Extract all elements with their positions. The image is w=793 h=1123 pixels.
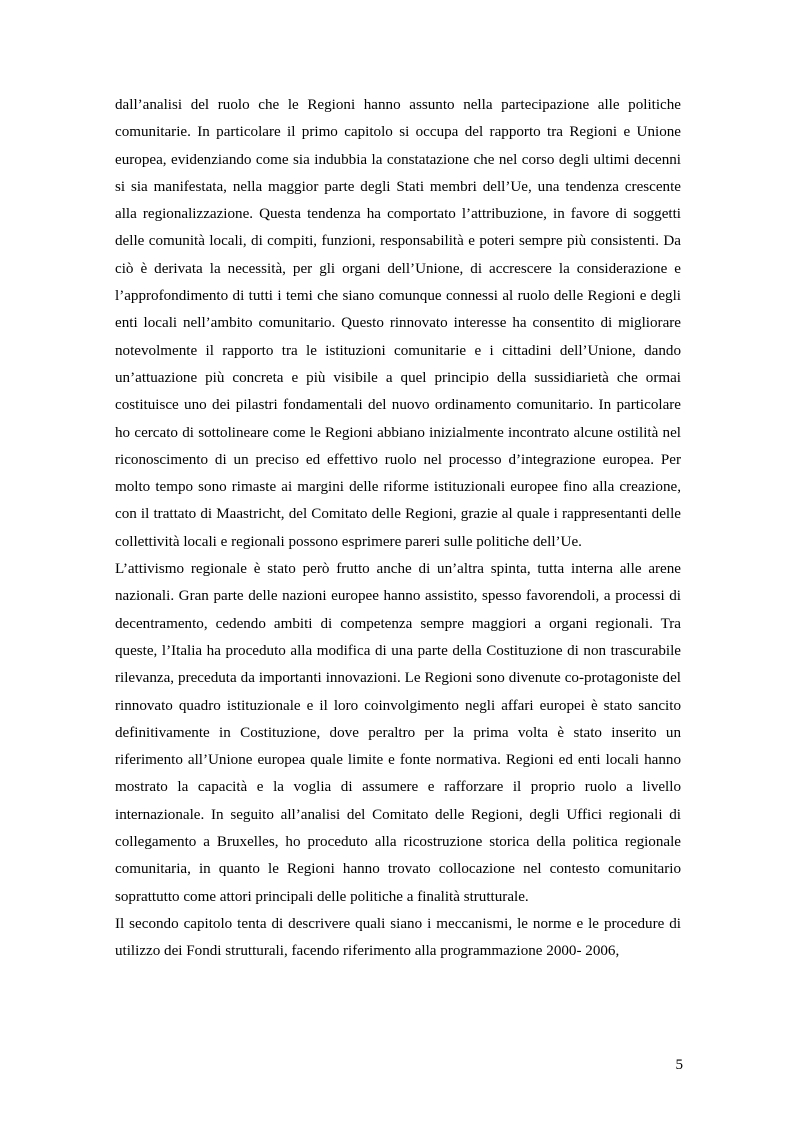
paragraph-2: L’attivismo regionale è stato però frutto anche di un’altra spinta, tutta interna alle arene nazionali. Gran parte delle nazioni europee hanno assistito, spesso favorendoli, a processi di decentramento, cedendo ambiti di competenza sempre maggiori a organi regionali. Tra queste, l’Italia ha proceduto alla modifica di una parte della Costituzione di non trascurabile rilevanza, preceduta da importanti innovazioni. Le Regioni sono divenute co-protagoniste del rinnovato quadro istituzionale e il loro coinvolgimento negli affari europei è stato sancito definitivamente in Costituzione, dove peraltro per la prima volta è stato inserito un riferimento all’Unione europea quale limite e fonte normativa. Regioni ed enti locali hanno mostrato la capacità e la voglia di assumere e rafforzare il proprio ruolo a livello internazionale. In seguito all’analisi del Comitato delle Regioni, degli Uffici regionali di collegamento a Bruxelles, ho proceduto alla ricostruzione storica della politica regionale comunitaria, in quanto le Regioni hanno trovato collocazione nel contesto comunitario soprattutto come attori principali delle politiche a finalità strutturale. <box>115 561 681 905</box>
paragraph-1: dall’analisi del ruolo che le Regioni hanno assunto nella partecipazione alle politiche comunitarie. In particolare il primo capitolo si occupa del rapporto tra Regioni e Unione europea, evidenziando come sia indubbia la constatazione che nel corso degli ultimi decenni si sia manifestata, nella maggior parte degli Stati membri dell’Ue, una tendenza crescente alla regionalizzazione. Questa tendenza ha comportato l’attribuzione, in favore di soggetti delle comunità locali, di compiti, funzioni, responsabilità e poteri sempre più consistenti. Da ciò è derivata la necessità, per gli organi dell’Unione, di accrescere la considerazione e l’approfondimento di tutti i temi che siano comunque connessi al ruolo delle Regioni e degli enti locali nell’ambito comunitario. Questo rinnovato interesse ha consentito di migliorare notevolmente il rapporto tra le istituzioni comunitarie e i cittadini dell’Unione, dando un’attuazione più concreta e più visibile a quel principio della sussidiarietà che ormai costituisce uno dei pilastri fondamentali del nuovo ordinamento comunitario. In particolare ho cercato di sottolineare come le Regioni abbiano inizialmente incontrato alcune ostilità nel riconoscimento di un preciso ed effettivo ruolo nel processo d’integrazione europea. Per molto tempo sono rimaste ai margini delle riforme istituzionali europee fino alla creazione, con il trattato di Maastricht, del Comitato delle Regioni, grazie al quale i rappresentanti delle collettività locali e regionali possono esprimere pareri sulle politiche dell’Ue. <box>115 97 681 550</box>
paragraph-3: Il secondo capitolo tenta di descrivere quali siano i meccanismi, le norme e le procedure di utilizzo dei Fondi strutturali, facendo riferimento alla programmazione 2000- 2006, <box>115 915 681 960</box>
page-number: 5 <box>675 1057 683 1073</box>
page-body <box>115 92 681 966</box>
